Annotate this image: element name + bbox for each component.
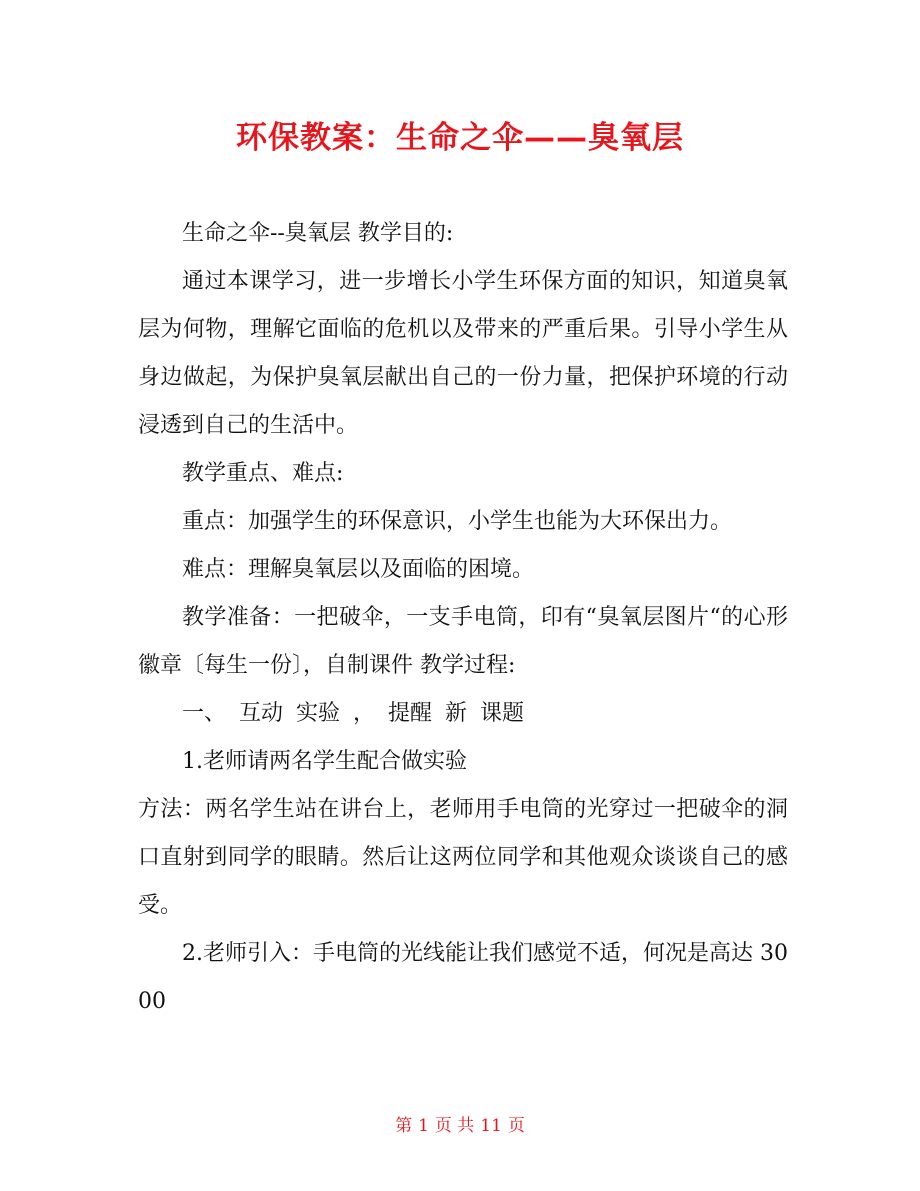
footer-total-pages: 11 (480, 1116, 502, 1136)
paragraph-difficulty: 难点：理解臭氧层以及面临的困境。 (182, 557, 535, 582)
paragraph-preparation: 教学准备：一把破伞，一支手电筒，印有“臭氧层图片“的心形徽章〔每生一份〕，自制课件 教学过程: (138, 605, 788, 678)
paragraph-key-point: 重点：加强学生的环保意识，小学生也能为大环保出力。 (182, 509, 733, 534)
document-body (138, 210, 788, 1026)
footer-mid: 页 共 (434, 1116, 475, 1136)
paragraph-step-one: 1.老师请两名学生配合做实验 (182, 749, 467, 774)
paragraph-method: 方法：两名学生站在讲台上，老师用手电筒的光穿过一把破伞的洞口直射到同学的眼睛。然后让这两位同学和其他观众谈谈自己的感受。 (138, 797, 788, 918)
footer-prefix: 第 (395, 1116, 413, 1136)
paragraph-objectives: 通过本课学习，进一步增长小学生环保方面的知识，知道臭氧层为何物，理解它面临的危机以及带来的严重后果。引导小学生从身边做起，为保护臭氧层献出自己的一份力量，把保护环境的行动浸透到自己的生活中。 (138, 269, 788, 438)
footer-page-number: 1 (418, 1116, 429, 1136)
paragraph-key-points-heading: 教学重点、难点: (182, 461, 344, 486)
document-title: 环保教案：生命之伞——臭氧层 (236, 120, 684, 156)
paragraph-step-two: 2.老师引入：手电筒的光线能让我们感觉不适，何况是高达 3000 (138, 941, 788, 1014)
footer-suffix: 页 (507, 1116, 525, 1136)
paragraph-objectives-heading: 生命之伞--臭氧层 教学目的: (182, 221, 454, 246)
paragraph-section-one: 一、 互动 实验 ， 提醒 新 课题 (182, 701, 524, 726)
page-footer (0, 1114, 920, 1138)
